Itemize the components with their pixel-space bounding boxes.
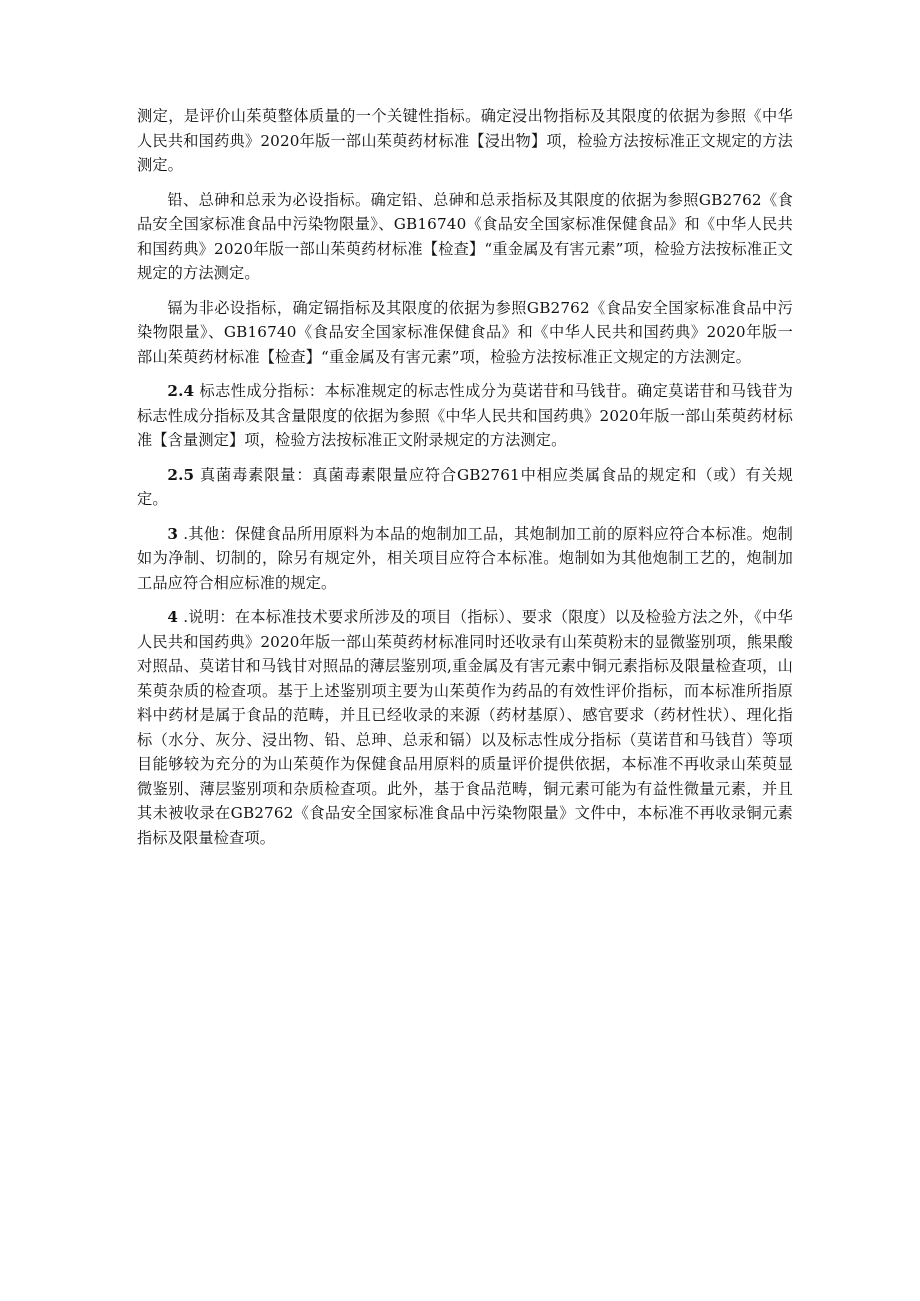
paragraph-text: 铅、总砷和总汞为必设指标。确定铅、总砷和总汞指标及其限度的依据为参照GB2762《食品安全国家标准食品中污染物限量》、GB16740《食品安全国家标准保健食品》和《中华人民共和国药典》2020年版一部山茱萸药材标准【检查】“重金属及有害元素”项，检验方法按标准正文规定的方法测定。 [137,190,793,282]
paragraph-mycotoxin-limit [137,463,793,512]
section-number: 2.4 [167,382,195,400]
paragraph-text: .其他：保健食品所用原料为本品的炮制加工品，其炮制加工前的原料应符合本标准。炮制如为净制、切制的，除另有规定外，相关项目应符合本标准。炮制如为其他炮制工艺的，炮制加工品应符合相应标准的规定。 [137,524,793,592]
paragraph-other [137,522,793,596]
document-body [137,104,793,860]
paragraph-text: 真菌毒素限量：真菌毒素限量应符合GB2761中相应类属食品的规定和（或）有关规定。 [137,465,793,508]
paragraph-text: .说明：在本标准技术要求所涉及的项目（指标）、要求（限度）以及检验方法之外，《中华人民共和国药典》2020年版一部山茱萸药材标准同时还收录有山茱萸粉末的显微鉴别项，熊果酸对照品、莫诺甘和马钱甘对照品的薄层鉴别项,重金属及有害元素中铜元素指标及限量检查项，山茱萸杂质的检查项。基于上述鉴别项主要为山茱萸作为药品的有效性评价指标，而本标准所指原料中药材是属于食品的范畴，并且已经收录的来源（药材基原）、感官要求（药材性状）、理化指标（水分、灰分、浸出物、铅、总珅、总汞和镉）以及标志性成分指标（莫诺苜和马钱苜）等项目能够较为充分的为山茱萸作为保健食品用原料的质量评价提供依据，本标准不再收录山茱萸显微鉴别、薄层鉴别项和杂质检查项。此外，基于食品范畴，铜元素可能为有益性微量元素，并且其未被收录在GB2762《食品安全国家标准食品中污染物限量》文件中，本标准不再收录铜元素指标及限量检查项。 [137,608,793,847]
paragraph-text: 镉为非必设指标，确定镉指标及其限度的依据为参照GB2762《食品安全国家标准食品中污染物限量》、GB16740《食品安全国家标准保健食品》和《中华人民共和国药典》2020年版一部山茱萸药材标准【检查】“重金属及有害元素”项，检验方法按标准正文规定的方法测定。 [137,298,793,366]
section-number: 4 [167,608,179,626]
section-number: 3 [167,524,179,543]
paragraph-explanation [137,605,793,850]
paragraph-text: 测定，是评价山茱萸整体质量的一个关键性指标。确定浸出物指标及其限度的依据为参照《中华人民共和国药典》2020年版一部山茱萸药材标准【浸出物】项，检验方法按标准正文规定的方法测定。 [137,107,793,174]
paragraph-extract-limit [137,104,793,178]
section-number: 2.5 [167,465,195,484]
paragraph-marker-components [137,379,793,453]
paragraph-text: 标志性成分指标：本标准规定的标志性成分为莫诺苷和马钱苷。确定莫诺苷和马钱苷为标志性成分指标及其含量限度的依据为参照《中华人民共和国药典》2020年版一部山茱萸药材标准【含量测定】项，检验方法按标准正文附录规定的方法测定。 [137,382,793,449]
paragraph-cadmium [137,296,793,370]
paragraph-lead-arsenic-mercury [137,188,793,286]
